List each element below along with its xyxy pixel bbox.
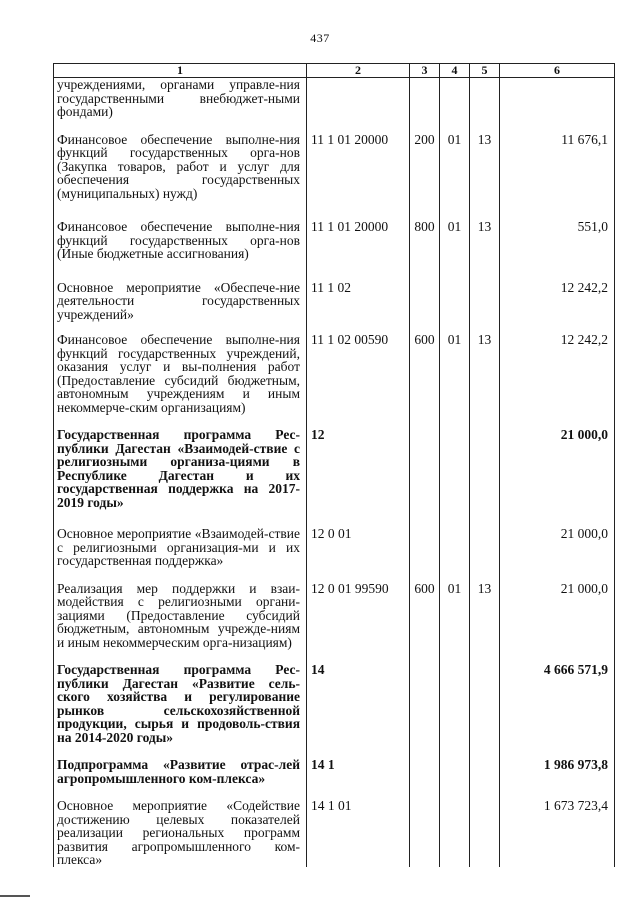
row-expense-type-cell: 800 (410, 220, 440, 281)
row-amount-cell: 12 242,2 (500, 333, 615, 428)
row-section-cell (440, 281, 470, 334)
table-row (54, 799, 615, 867)
row-name-cell: Основное мероприятие «Содействие достижению целевых показателей реализации региональных программ развития агропромышленного ком-плекса» (54, 799, 307, 867)
table-row (54, 527, 615, 582)
row-name-cell: Основное мероприятие «Взаимодей-ствие с религиозными организация-ми и их государственная поддержка» (54, 527, 307, 582)
row-subsection-cell: 13 (470, 333, 500, 428)
row-amount-cell (500, 78, 615, 133)
row-code-cell: 11 1 02 (307, 281, 410, 334)
row-amount-cell: 21 000,0 (500, 582, 615, 664)
row-section-cell (440, 78, 470, 133)
row-code-cell: 11 1 02 00590 (307, 333, 410, 428)
row-section-cell: 01 (440, 333, 470, 428)
row-section-cell (440, 799, 470, 867)
row-name-cell: Государственная программа Рес-публики Дагестан «Взаимодей-ствие с религиозными организа-циями в Республике Дагестан и их государственная поддержка на 2017-2019 годы» (54, 428, 307, 527)
row-name-cell: Подпрограмма «Развитие отрас-лей агропромышленного ком-плекса» (54, 758, 307, 799)
row-expense-type-cell (410, 758, 440, 799)
row-code-cell: 11 1 01 20000 (307, 133, 410, 221)
column-header: 3 (410, 64, 440, 78)
table-row (54, 220, 615, 281)
row-expense-type-cell: 200 (410, 133, 440, 221)
column-header: 5 (470, 64, 500, 78)
table-row (54, 582, 615, 664)
row-expense-type-cell: 600 (410, 582, 440, 664)
row-subsection-cell (470, 428, 500, 527)
column-header: 4 (440, 64, 470, 78)
table-row (54, 758, 615, 799)
page-edge-rule (0, 895, 30, 897)
row-section-cell: 01 (440, 582, 470, 664)
row-code-cell: 12 0 01 99590 (307, 582, 410, 664)
row-amount-cell: 11 676,1 (500, 133, 615, 221)
row-expense-type-cell (410, 281, 440, 334)
row-name-cell: Государственная программа Рес-публики Дагестан «Развитие сель-ского хозяйства и регулирование рынков сельскохозяйственной продукции, сырья и продоволь-ствия на 2014-2020 годы» (54, 663, 307, 758)
row-subsection-cell (470, 281, 500, 334)
table-row (54, 333, 615, 428)
row-section-cell (440, 428, 470, 527)
table-row (54, 663, 615, 758)
row-subsection-cell (470, 78, 500, 133)
row-section-cell (440, 758, 470, 799)
row-code-cell: 14 1 01 (307, 799, 410, 867)
row-amount-cell: 551,0 (500, 220, 615, 281)
table-header-row (54, 64, 615, 78)
row-subsection-cell: 13 (470, 133, 500, 221)
table-row (54, 133, 615, 221)
row-name-cell: Реализация мер поддержки и взаи-модействия с религиозными органи-зациями (Предоставление субсидий бюджетным, автономным учрежде-ниям и иным некоммерческим орга-низациям) (54, 582, 307, 664)
row-name-cell: учреждениями, органами управле-ния государственными внебюджет-ными фондами) (54, 78, 307, 133)
row-amount-cell: 4 666 571,9 (500, 663, 615, 758)
row-subsection-cell: 13 (470, 220, 500, 281)
column-header: 1 (54, 64, 307, 78)
row-expense-type-cell: 600 (410, 333, 440, 428)
row-name-cell: Финансовое обеспечение выполне-ния функций государственных учреждений, оказания услуг и вы-полнения работ (Предоставление субсидий бюджетным, автономным учреждениям и иным некоммерче-ским организациям) (54, 333, 307, 428)
row-amount-cell: 1 986 973,8 (500, 758, 615, 799)
row-subsection-cell (470, 799, 500, 867)
row-code-cell (307, 78, 410, 133)
row-section-cell: 01 (440, 220, 470, 281)
column-header: 2 (307, 64, 410, 78)
row-amount-cell: 21 000,0 (500, 428, 615, 527)
row-section-cell (440, 527, 470, 582)
row-code-cell: 14 (307, 663, 410, 758)
table-row (54, 78, 615, 133)
row-name-cell: Финансовое обеспечение выполне-ния функций государственных орга-нов (Иные бюджетные ассигнования) (54, 220, 307, 281)
row-subsection-cell (470, 663, 500, 758)
row-expense-type-cell (410, 799, 440, 867)
row-code-cell: 12 0 01 (307, 527, 410, 582)
row-name-cell: Финансовое обеспечение выполне-ния функций государственных орга-нов (Закупка товаров, работ и услуг для обеспечения государственных (муниципальных) нужд) (54, 133, 307, 221)
budget-table (53, 63, 615, 867)
row-amount-cell: 1 673 723,4 (500, 799, 615, 867)
row-subsection-cell (470, 527, 500, 582)
row-expense-type-cell (410, 78, 440, 133)
row-expense-type-cell (410, 428, 440, 527)
row-name-cell: Основное мероприятие «Обеспече-ние деятельности государственных учреждений» (54, 281, 307, 334)
row-code-cell: 11 1 01 20000 (307, 220, 410, 281)
row-section-cell: 01 (440, 133, 470, 221)
row-amount-cell: 21 000,0 (500, 527, 615, 582)
row-code-cell: 14 1 (307, 758, 410, 799)
row-subsection-cell (470, 758, 500, 799)
table-row (54, 281, 615, 334)
row-subsection-cell: 13 (470, 582, 500, 664)
row-expense-type-cell (410, 527, 440, 582)
row-amount-cell: 12 242,2 (500, 281, 615, 334)
row-code-cell: 12 (307, 428, 410, 527)
page-number: 437 (310, 31, 330, 45)
table-row (54, 428, 615, 527)
column-header: 6 (500, 64, 615, 78)
row-section-cell (440, 663, 470, 758)
row-expense-type-cell (410, 663, 440, 758)
